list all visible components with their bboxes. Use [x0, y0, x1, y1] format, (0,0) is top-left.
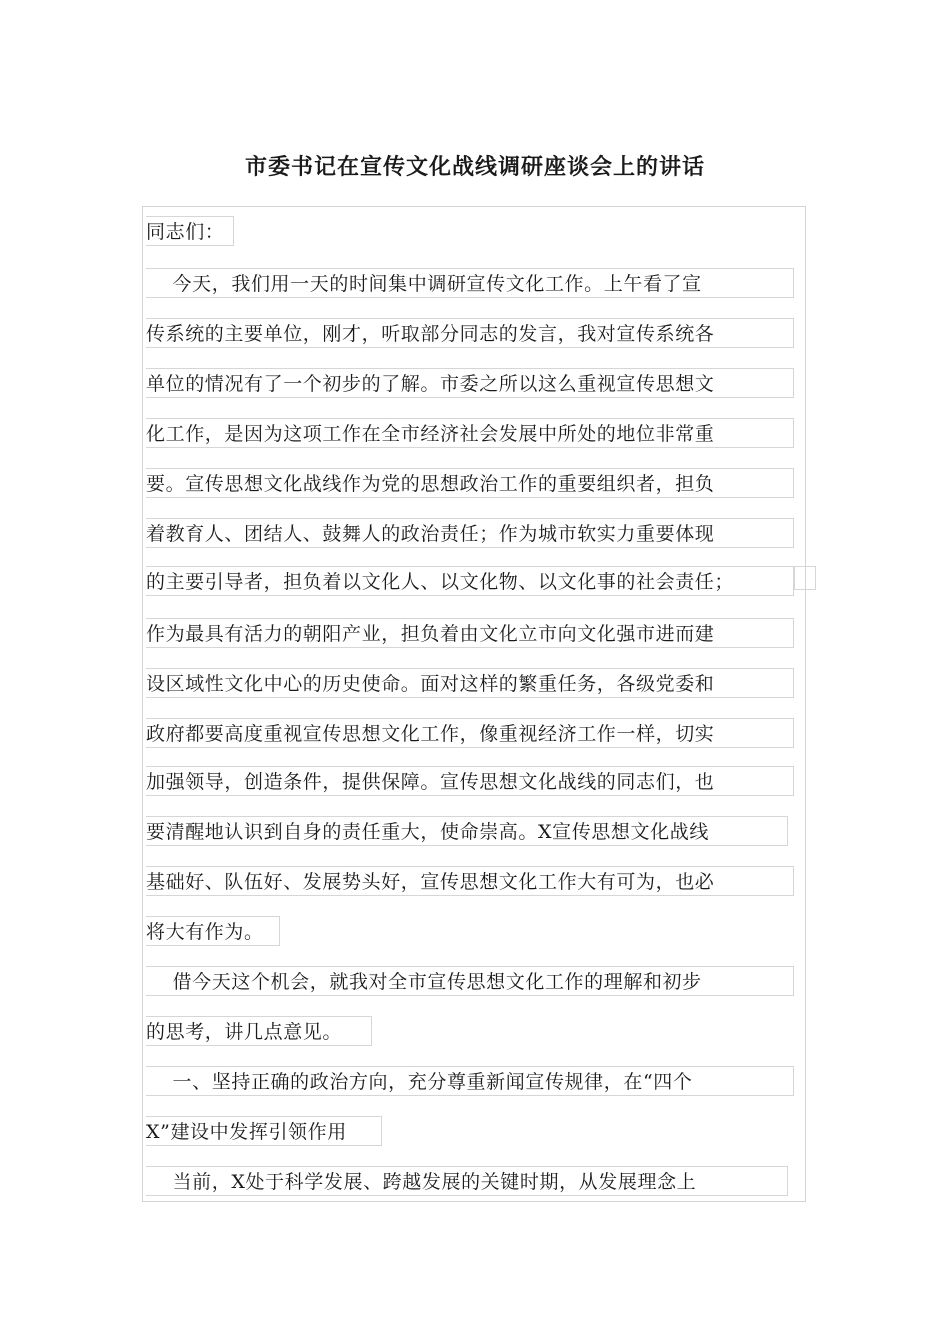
text-line: 传系统的主要单位，刚才，听取部分同志的发言，我对宣传系统各: [146, 318, 794, 348]
text-line: 单位的情况有了一个初步的了解。市委之所以这么重视宣传思想文: [146, 368, 794, 398]
text-frame: [142, 206, 806, 1202]
text-line: X”建设中发挥引领作用: [146, 1116, 382, 1146]
text-line: 要。宣传思想文化战线作为党的思想政治工作的重要组织者，担负: [146, 468, 794, 498]
text-line: 的主要引导者，担负着以文化人、以文化物、以文化事的社会责任；: [146, 566, 794, 596]
text-line: 基础好、队伍好、发展势头好，宣传思想文化工作大有可为，也必: [146, 866, 794, 896]
text-line: 同志们：: [146, 216, 234, 246]
text-line: 借今天这个机会，就我对全市宣传思想文化工作的理解和初步: [146, 966, 794, 996]
text-line: 当前，X处于科学发展、跨越发展的关键时期，从发展理念上: [146, 1166, 788, 1196]
text-line: 着教育人、团结人、鼓舞人的政治责任；作为城市软实力重要体现: [146, 518, 794, 548]
text-line: 设区域性文化中心的历史使命。面对这样的繁重任务，各级党委和: [146, 668, 794, 698]
text-line: 一、坚持正确的政治方向，充分尊重新闻宣传规律，在“四个: [146, 1066, 794, 1096]
text-line: 化工作，是因为这项工作在全市经济社会发展中所处的地位非常重: [146, 418, 794, 448]
text-line: 加强领导，创造条件，提供保障。宣传思想文化战线的同志们，也: [146, 766, 794, 796]
text-line: 今天，我们用一天的时间集中调研宣传文化工作。上午看了宣: [146, 268, 794, 298]
text-line: 政府都要高度重视宣传思想文化工作，像重视经济工作一样，切实: [146, 718, 794, 748]
document-title: 市委书记在宣传文化战线调研座谈会上的讲话: [244, 155, 705, 180]
line-overflow-marker: [794, 566, 816, 590]
text-line: 将大有作为。: [146, 916, 280, 946]
text-line: 作为最具有活力的朝阳产业，担负着由文化立市向文化强市进而建: [146, 618, 794, 648]
text-line: 要清醒地认识到自身的责任重大，使命崇高。X宣传思想文化战线: [146, 816, 788, 846]
text-line: 的思考，讲几点意见。: [146, 1016, 372, 1046]
